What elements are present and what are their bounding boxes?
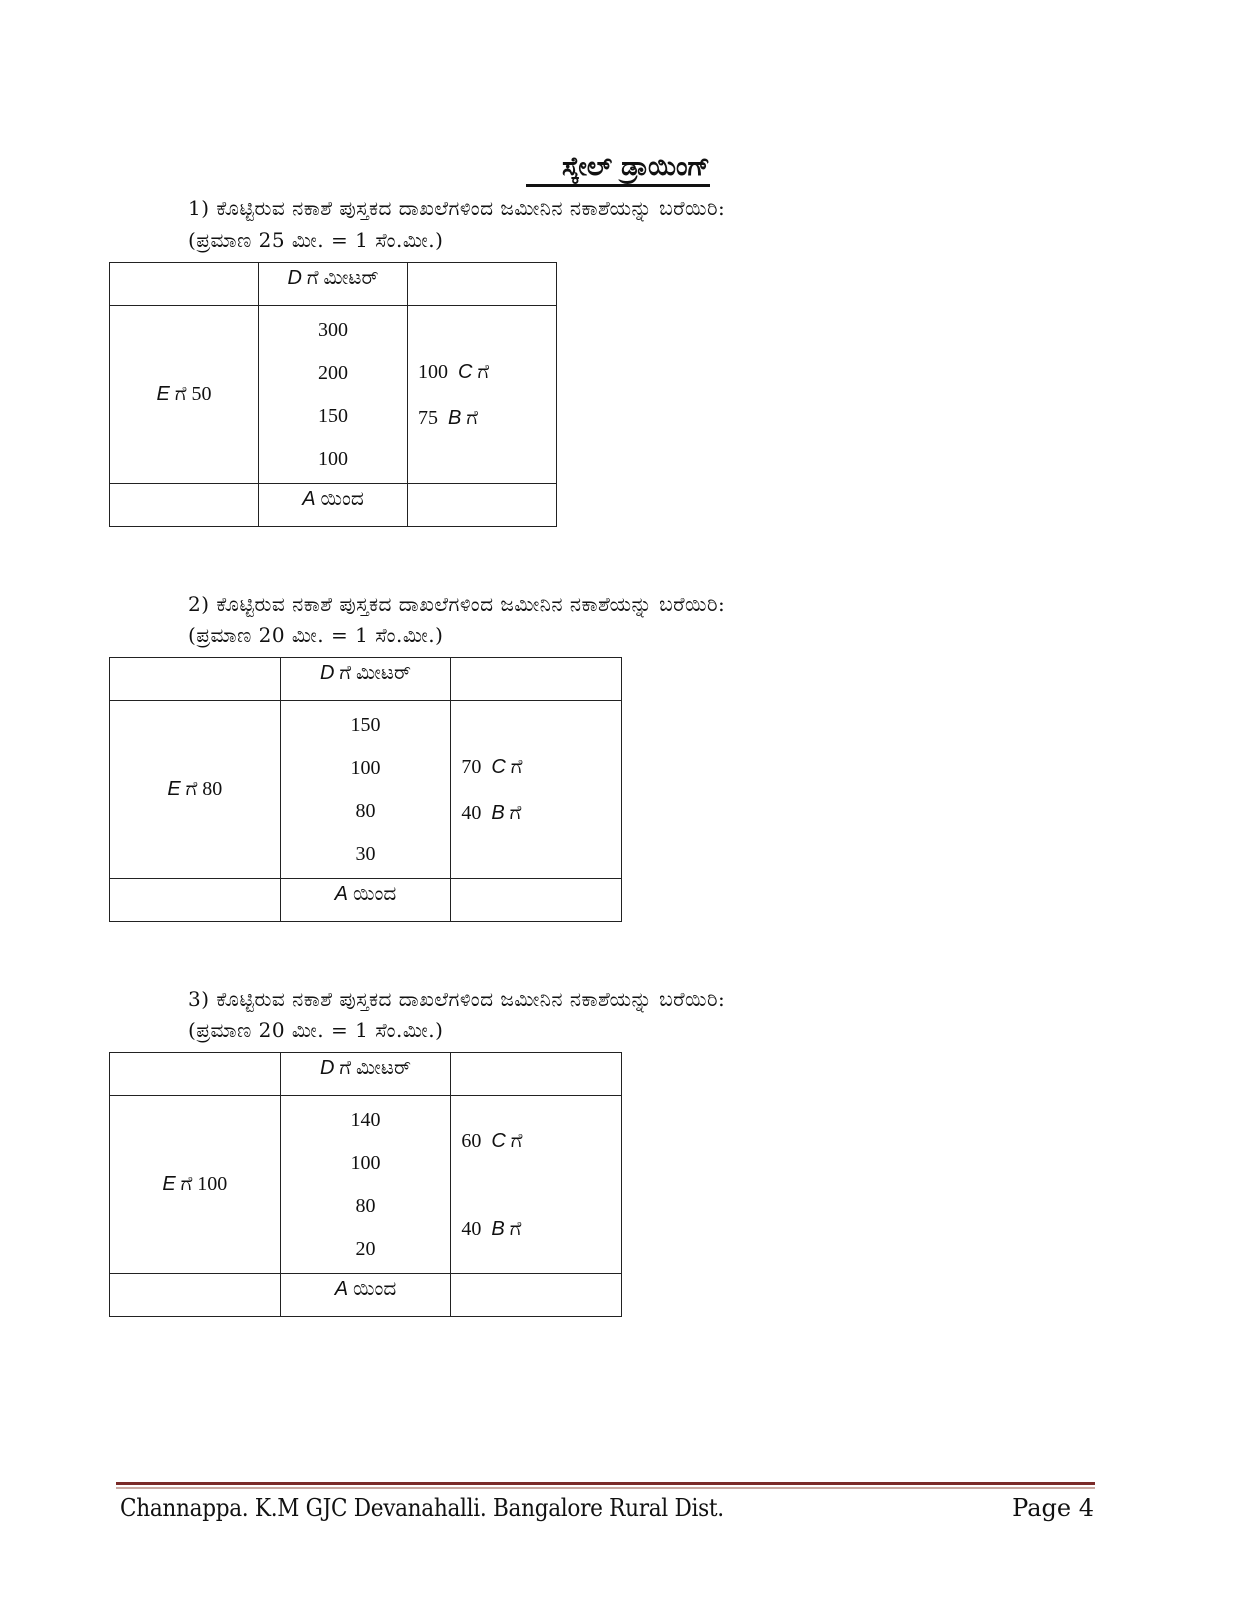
offset-b-value: 75 (418, 406, 438, 429)
empty-cell (451, 658, 622, 701)
chainage-value: 200 (318, 361, 348, 384)
offset-c-value: 60 (461, 1129, 482, 1152)
offset-left-letter: E (162, 1173, 176, 1195)
empty-cell (451, 879, 622, 922)
offset-right-c (461, 1118, 621, 1164)
empty-cell (408, 484, 557, 527)
empty-cell (110, 263, 259, 306)
header-letter: D (319, 662, 335, 684)
start-cell (280, 879, 451, 922)
chainage-cell (259, 306, 408, 484)
offset-b-suffix: ಗೆ (509, 801, 522, 824)
offset-left-text: ಗೆ 80 (180, 778, 223, 800)
offset-b-value: 40 (461, 1217, 482, 1240)
header-text: ಗೆ ಮೀಟರ್ (334, 662, 412, 684)
chainage-value: 80 (355, 799, 376, 822)
offset-left-cell (110, 701, 281, 879)
chainage-cell (280, 1096, 451, 1274)
offset-c-suffix: ಗೆ (477, 360, 490, 383)
start-letter: A (334, 883, 349, 905)
question-2-instruction: 2) ಕೊಟ್ಟಿರುವ ನಕಾಶೆ ಪುಸ್ತಕದ ದಾಖಲೆಗಳಿಂದ ಜಮೀನಿನ ನಕಾಶೆಯನ್ನು ಬರೆಯಿರಿ: (188, 592, 726, 616)
chainage-value: 300 (318, 318, 348, 341)
question-2-scale: (ಪ್ರಮಾಣ 20 ಮೀ. = 1 ಸೆಂ.ಮೀ.) (188, 623, 444, 647)
chainage-value: 150 (350, 713, 381, 736)
offset-right-cell (408, 306, 557, 484)
field-book-table-2 (109, 657, 622, 922)
empty-cell (408, 263, 557, 306)
empty-cell (451, 1274, 622, 1317)
footer-rule (116, 1482, 1095, 1485)
offset-c-value: 100 (418, 360, 448, 383)
offset-right-b (418, 395, 556, 441)
chainage-value: 30 (355, 842, 376, 865)
footer-rule-shadow (116, 1487, 1095, 1489)
offset-right-cell (451, 701, 622, 879)
question-3-instruction: 3) ಕೊಟ್ಟಿರುವ ನಕಾಶೆ ಪುಸ್ತಕದ ದಾಖಲೆಗಳಿಂದ ಜಮೀನಿನ ನಕಾಶೆಯನ್ನು ಬರೆಯಿರಿ: (188, 987, 726, 1011)
offset-right-cell (451, 1096, 622, 1274)
chainage-cell (280, 701, 451, 879)
field-book-table-1 (109, 262, 557, 527)
start-cell (259, 484, 408, 527)
question-3-scale: (ಪ್ರಮಾಣ 20 ಮೀ. = 1 ಸೆಂ.ಮೀ.) (188, 1018, 444, 1042)
offset-left-text: ಗೆ 100 (175, 1173, 228, 1195)
offset-c-letter: C (491, 755, 506, 778)
start-text: ಯಿಂದ (348, 883, 397, 905)
offset-c-letter: C (491, 1129, 506, 1152)
field-book-table-3 (109, 1052, 622, 1317)
offset-b-letter: B (491, 801, 505, 824)
offset-left-text: ಗೆ 50 (169, 383, 212, 405)
chainage-value: 20 (355, 1237, 376, 1260)
chainage-value: 100 (318, 447, 348, 470)
offset-left-cell (110, 306, 259, 484)
chainage-value: 80 (355, 1194, 376, 1217)
empty-cell (110, 1053, 281, 1096)
offset-right-b (461, 1206, 621, 1252)
footer-page-number: Page 4 (1012, 1494, 1094, 1522)
offset-b-value: 40 (461, 801, 482, 824)
header-letter: D (319, 1057, 335, 1079)
question-1-scale: (ಪ್ರಮಾಣ 25 ಮೀ. = 1 ಸೆಂ.ಮೀ.) (188, 228, 444, 252)
header-text: ಗೆ ಮೀಟರ್ (334, 1057, 412, 1079)
chainage-value: 150 (318, 404, 348, 427)
chainage-value: 100 (350, 1151, 381, 1174)
header-text: ಗೆ ಮೀಟರ್ (301, 267, 379, 289)
footer-author: Channappa. K.M GJC Devanahalli. Bangalore Rural Dist. (120, 1494, 724, 1522)
offset-right-b (461, 790, 621, 836)
offset-left-cell (110, 1096, 281, 1274)
offset-b-letter: B (491, 1217, 505, 1240)
question-1-instruction: 1) ಕೊಟ್ಟಿರುವ ನಕಾಶೆ ಪುಸ್ತಕದ ದಾಖಲೆಗಳಿಂದ ಜಮೀನಿನ ನಕಾಶೆಯನ್ನು ಬರೆಯಿರಿ: (188, 196, 726, 220)
offset-b-suffix: ಗೆ (466, 406, 478, 429)
header-cell (280, 658, 451, 701)
offset-right-c (418, 349, 556, 395)
header-letter: D (287, 267, 302, 289)
empty-cell (110, 484, 259, 527)
offset-left-letter: E (167, 778, 181, 800)
page-title (0, 152, 1236, 183)
offset-c-letter: C (458, 360, 473, 383)
offset-b-letter: B (448, 406, 462, 429)
header-cell (280, 1053, 451, 1096)
chainage-value: 140 (350, 1108, 381, 1131)
empty-cell (451, 1053, 622, 1096)
empty-cell (110, 879, 281, 922)
page-title-text: ಸ್ಕೇಲ್ ಡ್ರಾಯಿಂಗ್ (526, 152, 710, 187)
start-letter: A (334, 1278, 349, 1300)
offset-right-c (461, 744, 621, 790)
start-letter: A (302, 488, 316, 510)
offset-c-suffix: ಗೆ (510, 1129, 523, 1152)
empty-cell (110, 658, 281, 701)
start-text: ಯಿಂದ (348, 1278, 397, 1300)
offset-b-suffix: ಗೆ (509, 1217, 522, 1240)
start-cell (280, 1274, 451, 1317)
offset-c-suffix: ಗೆ (510, 755, 523, 778)
empty-cell (110, 1274, 281, 1317)
offset-c-value: 70 (461, 755, 482, 778)
header-cell (259, 263, 408, 306)
offset-left-letter: E (156, 383, 170, 405)
start-text: ಯಿಂದ (315, 488, 364, 510)
chainage-value: 100 (350, 756, 381, 779)
